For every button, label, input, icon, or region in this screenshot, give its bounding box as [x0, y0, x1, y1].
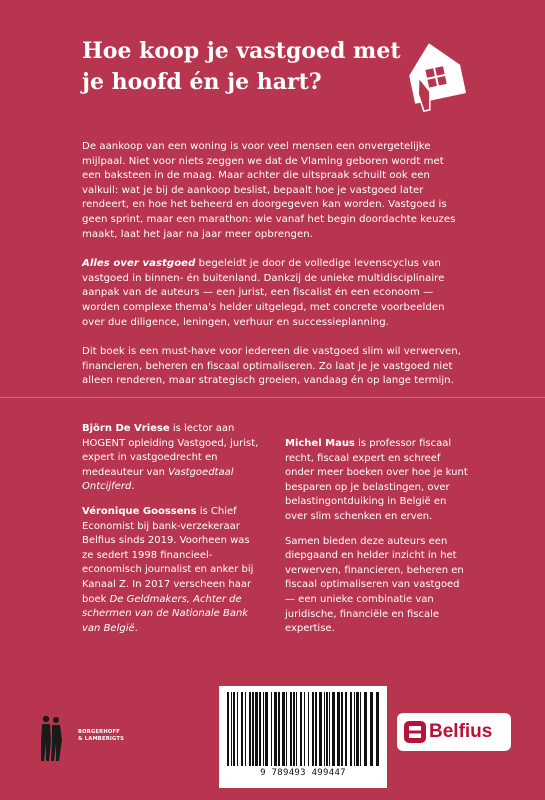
barcode: [219, 686, 387, 788]
section-divider: [0, 397, 545, 398]
barcode-bar: [337, 692, 340, 766]
author-bio-de-vriese: Björn De Vriese is lector aan HOGENT opleiding Vastgoed, jurist, expert in vastgoedrecht en medeauteur van Vastgoedtaal Ontcijferd.: [82, 423, 259, 493]
barcode-bar: [324, 692, 325, 766]
barcode-bar: [241, 692, 243, 766]
barcode-bar: [265, 692, 268, 766]
author-bio-maus: Michel Maus is professor fiscaal recht, fiscaal expert en schreef onder meer boeken over hoe je kunt besparen op je belastingen, over belastingontduiking in België en over slim schenken en erven.: [285, 438, 468, 522]
barcode-bar: [304, 692, 305, 766]
barcode-bar: [360, 692, 361, 766]
headline-line-1: Hoe koop je vastgoed met: [82, 38, 401, 64]
barcode-bar: [312, 692, 314, 766]
barcode-bar: [350, 692, 352, 766]
belfius-logo-icon: [404, 721, 426, 743]
intro-paragraph-3: Dit boek is een must-have voor iedereen die vastgoed slim wil verwerven, financieren, beheren en fiscaal optimaliseren. Zo laat je je vastgoed niet alleen renderen, maar strategisch groeien, vandaag én op lange termijn.: [82, 346, 461, 387]
author-bio-goossens: Véronique Goossens is Chief Economist bij bank-verzekeraar Belfius sinds 2019. Voorheen was ze sedert 1998 financieel-economisch journalist en anker bij Kanaal Z. In 2017 verscheen haar boek De Geldmakers, Achter de schermen van de Nationale Bank van België.: [82, 505, 254, 634]
barcode-bar: [255, 692, 258, 766]
barcode-bar: [341, 692, 343, 766]
book-title: Alles over vastgoed: [82, 258, 196, 270]
publisher-name: BORGERHOFF & LAMBERIGTS: [78, 729, 125, 742]
house-key-icon: [400, 32, 470, 112]
barcode-bar: [274, 692, 277, 766]
barcode-bar: [286, 692, 287, 766]
barcode-bar: [252, 692, 254, 766]
barcode-bar: [319, 692, 322, 766]
barcode-bar: [356, 692, 359, 766]
barcode-bar: [376, 692, 379, 766]
publisher-figures-icon: [38, 713, 64, 763]
barcode-bar: [245, 692, 246, 766]
barcode-bar: [263, 692, 264, 766]
barcode-bar: [227, 692, 229, 766]
barcode-bar: [332, 692, 335, 766]
isbn-number: 9 789493 499447: [260, 768, 346, 778]
barcode-bar: [231, 692, 232, 766]
barcode-bar: [296, 692, 297, 766]
barcode-bar: [300, 692, 302, 766]
barcode-bar: [278, 692, 280, 766]
barcode-bar: [354, 692, 355, 766]
author-column-right: [285, 437, 470, 647]
publisher-logo: [38, 713, 158, 763]
headline: [82, 36, 412, 98]
barcode-bar: [364, 692, 367, 766]
barcode-bar: [259, 692, 261, 766]
sponsor-name: Belfius: [429, 721, 493, 742]
barcode-bar: [329, 692, 330, 766]
barcode-bar: [315, 692, 317, 766]
barcode-bar: [290, 692, 292, 766]
barcode-bar: [326, 692, 328, 766]
intro-paragraph-1: De aankoop van een woning is voor veel mensen een onvergetelijke mijlpaal. Niet voor niets zeggen we dat de Vlaming geboren wordt met een baksteen in de maag. Maar achter die uitspraak schuilt ook een valkuil: wat je bij de aankoop beslist, bepaalt hoe je vastgoed later rendeert, en hoe het beheerd en doorgegeven kan worden. Vastgoed is geen sprint, maar een marathon: wie vanaf het begin doordachte keuzes maakt, laat het jaar na jaar meer opbrengen.: [82, 141, 456, 240]
headline-line-2: je hoofd én je hart?: [82, 69, 322, 95]
barcode-bar: [308, 692, 309, 766]
barcode-bar: [345, 692, 347, 766]
barcode-bar: [233, 692, 235, 766]
barcode-bar: [282, 692, 285, 766]
authors-closing: Samen bieden deze auteurs een diepgaand en helder inzicht in het verwerven, financieren, beheren en fiscaal optimaliseren van vastgoed — een unieke combinatie van juridische, financiële en fiscale expertise.: [285, 535, 464, 635]
barcode-bar: [271, 692, 272, 766]
barcode-bar: [293, 692, 295, 766]
barcode-bars: [225, 692, 381, 766]
intro-text: [82, 140, 462, 404]
barcode-bar: [249, 692, 251, 766]
intro-paragraph-2: Alles over vastgoed begeleidt je door de volledige levenscyclus van vastgoed in binnen- én buitenland. Dankzij de unieke multidisciplinaire aanpak van de auteurs — een jurist, een fiscalist én een econoom — worden complexe thema's helder uitgelegd, met concrete voorbeelden over due diligence, leningen, verhuur en successieplanning.: [82, 258, 445, 328]
barcode-bar: [370, 692, 373, 766]
barcode-bar: [237, 692, 238, 766]
author-column-left: [82, 422, 262, 646]
sponsor-logo: [397, 713, 511, 751]
